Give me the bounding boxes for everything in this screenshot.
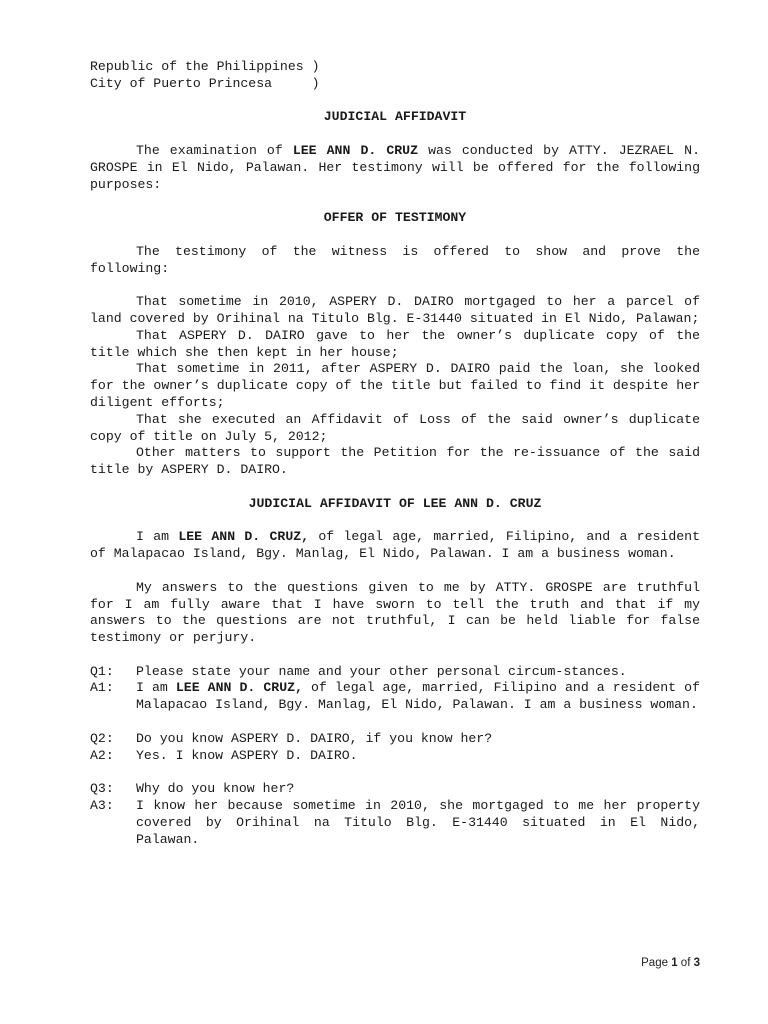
page-word: Page bbox=[641, 957, 672, 969]
document-title: JUDICIAL AFFIDAVIT bbox=[323, 109, 467, 125]
offer-item: That ASPERY D. DAIRO gave to her the owner’s duplicate copy of the title which she then kept in her house; bbox=[90, 327, 700, 360]
question-2 bbox=[90, 731, 700, 748]
question-3 bbox=[90, 781, 700, 798]
answer-2 bbox=[90, 748, 700, 765]
answer-label: A1: bbox=[90, 680, 114, 696]
statement-paragraph bbox=[90, 529, 700, 563]
answer-text: Yes. I know ASPERY D. DAIRO. bbox=[136, 747, 358, 763]
answer-text bbox=[136, 680, 700, 714]
answer-witness-name: LEE ANN D. CRUZ, bbox=[175, 680, 303, 696]
answer-1 bbox=[90, 680, 700, 714]
offer-intro: The testimony of the witness is offered to show and prove the following: bbox=[90, 243, 700, 276]
question-text: Why do you know her? bbox=[136, 781, 295, 797]
answer-text-end: of legal age, married, Filipino and a resident of Malapacao Island, Bgy. Manlag, El Nido, Palawan. I am a business woman. bbox=[136, 680, 700, 713]
of-word: of bbox=[677, 957, 694, 969]
document-page bbox=[90, 59, 700, 848]
offer-item: That sometime in 2011, after ASPERY D. DAIRO paid the loan, she looked for the owner’s duplicate copy of the title but failed to find it despite her diligent efforts; bbox=[90, 361, 700, 410]
answer-label: A2: bbox=[90, 747, 114, 763]
oath-paragraph: My answers to the questions given to me by ATTY. GROSPE are truthful for I am fully aware that I have sworn to tell the truth and that if my answers to the questions are not truthful, I can be held liable for false testimony or perjury. bbox=[90, 579, 700, 646]
offer-item: That sometime in 2010, ASPERY D. DAIRO mortgaged to her a parcel of land covered by Orihinal na Titulo Blg. E-31440 situated in El Nido, Palawan; bbox=[90, 294, 700, 326]
question-label: Q1: bbox=[90, 663, 114, 679]
offer-heading: OFFER OF TESTIMONY bbox=[323, 210, 467, 226]
witness-name: LEE ANN D. CRUZ bbox=[292, 142, 418, 158]
statement-witness-name: LEE ANN D. CRUZ, bbox=[178, 529, 310, 545]
answer-text: I know her because sometime in 2010, she mortgaged to me her property covered by Orihinal na Titulo Blg. E-31440 situated in El Nido, Palawan. bbox=[136, 798, 700, 847]
answer-text-start: I am bbox=[136, 680, 176, 696]
question-label: Q3: bbox=[90, 781, 114, 797]
question-label: Q2: bbox=[90, 730, 114, 746]
statement-text-end: of legal age, married, Filipino, and a resident of Malapacao Island, Bgy. Manlag, El Nido, Palawan. I am a business woman. bbox=[90, 529, 700, 562]
question-text: Please state your name and your other personal circum-stances. bbox=[136, 663, 627, 679]
page-number bbox=[641, 957, 700, 969]
caption-city: City of Puerto Princesa ) bbox=[90, 75, 320, 91]
current-page: 1 bbox=[671, 957, 678, 969]
affidavit-heading: JUDICIAL AFFIDAVIT OF LEE ANN D. CRUZ bbox=[248, 495, 542, 511]
answer-3 bbox=[90, 798, 700, 848]
caption-republic: Republic of the Philippines ) bbox=[90, 59, 320, 74]
question-text: Do you know ASPERY D. DAIRO, if you know her? bbox=[136, 730, 493, 746]
statement-text-start: I am bbox=[136, 529, 179, 545]
intro-paragraph bbox=[90, 143, 700, 193]
answer-label: A3: bbox=[90, 798, 114, 814]
offer-item: Other matters to support the Petition for the re-issuance of the said title by ASPERY D. DAIRO. bbox=[90, 445, 700, 478]
intro-text-end: was conducted by ATTY. JEZRAEL N. GROSPE in El Nido, Palawan. Her testimony will be offered for the following purposes: bbox=[90, 142, 700, 192]
total-pages: 3 bbox=[693, 957, 700, 969]
intro-text-start: The examination of bbox=[136, 142, 293, 158]
question-1 bbox=[90, 664, 700, 681]
offer-item: That she executed an Affidavit of Loss of the said owner’s duplicate copy of title on July 5, 2012; bbox=[90, 411, 700, 444]
